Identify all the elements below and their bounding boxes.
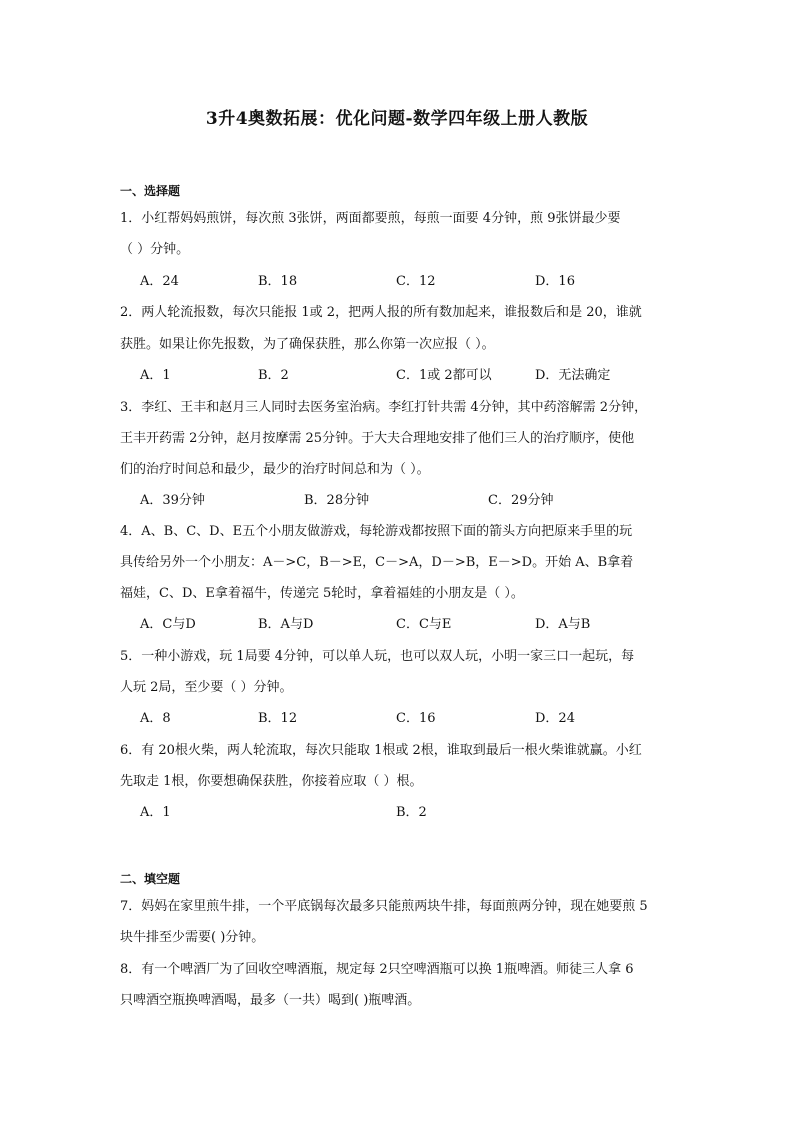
question-1-options bbox=[140, 270, 680, 288]
question-7-line-1: 7．妈妈在家里煎牛排，一个平底锅每次最多只能煎两块牛排，每面煎两分钟，现在她要煎 5 bbox=[120, 899, 648, 914]
page-title: 3升4奥数拓展：优化问题-数学四年级上册人教版 bbox=[205, 109, 589, 129]
question-3-line-3: 们的治疗时间总和最少，最少的治疗时间总和为（ ）。 bbox=[120, 462, 430, 477]
question-6-line-2: 先取走 1根，你要想确保获胜，你接着应取（ ）根。 bbox=[120, 774, 423, 789]
option-b: B．2 bbox=[396, 805, 427, 820]
option-a: A．39分钟 bbox=[140, 493, 205, 508]
option-b: B．12 bbox=[258, 711, 298, 726]
question-4-line-3: 福娃，C、D、E拿着福牛，传递完 5轮时，拿着福娃的小朋友是（ ）。 bbox=[120, 586, 524, 601]
option-c: C．29分钟 bbox=[488, 493, 554, 508]
option-b: B．A与D bbox=[258, 617, 314, 632]
option-b: B．28分钟 bbox=[304, 493, 370, 508]
section-heading-fill: 二、填空题 bbox=[120, 872, 181, 886]
question-4-options bbox=[140, 613, 680, 631]
question-6-line-1: 6．有 20根火柴，两人轮流取，每次只能取 1根或 2根，谁取到最后一根火柴谁就赢。小红 bbox=[120, 743, 642, 758]
question-1-line-2: （ ）分钟。 bbox=[120, 242, 190, 257]
option-a: A．C与D bbox=[140, 617, 196, 632]
option-c: C．12 bbox=[396, 274, 436, 289]
question-2-options bbox=[140, 364, 680, 382]
option-b: B．2 bbox=[258, 368, 289, 383]
option-a: A．1 bbox=[140, 368, 171, 383]
question-8-line-1: 8．有一个啤酒厂为了回收空啤酒瓶，规定每 2只空啤酒瓶可以换 1瓶啤酒。师徒三人拿 6 bbox=[120, 962, 634, 977]
question-4-line-1: 4．A、B、C、D、E五个小朋友做游戏，每轮游戏都按照下面的箭头方向把原来手里的玩 bbox=[120, 524, 633, 539]
option-b: B．18 bbox=[258, 274, 298, 289]
option-d: D．24 bbox=[535, 711, 575, 726]
question-4-line-2: 具传给另外一个小朋友：A－>C，B－>E，C－>A，D－>B，E－>D。开始 A、B拿着 bbox=[120, 555, 634, 570]
option-c: C．16 bbox=[396, 711, 436, 726]
option-d: D．A与B bbox=[535, 617, 591, 632]
section-heading-choice: 一、选择题 bbox=[120, 184, 181, 198]
option-a: A．1 bbox=[140, 805, 171, 820]
question-1-line-1: 1．小红帮妈妈煎饼，每次煎 3张饼，两面都要煎，每煎一面要 4分钟，煎 9张饼最少要 bbox=[120, 211, 621, 226]
question-3-line-1: 3．李红、王丰和赵月三人同时去医务室治病。李红打针共需 4分钟，其中药溶解需 2分钟， bbox=[120, 400, 648, 415]
question-5-line-2: 人玩 2局，至少要（ ）分钟。 bbox=[120, 680, 293, 695]
question-2-line-1: 2．两人轮流报数，每次只能报 1或 2，把两人报的所有数加起来，谁报数后和是 20，谁就 bbox=[120, 305, 642, 320]
option-a: A．24 bbox=[140, 274, 179, 289]
question-7-line-2: 块牛排至少需要( )分钟。 bbox=[120, 930, 265, 945]
question-3-line-2: 王丰开药需 2分钟，赵月按摩需 25分钟。于大夫合理地安排了他们三人的治疗顺序，使他 bbox=[120, 431, 635, 446]
option-d: D．无法确定 bbox=[535, 368, 611, 383]
question-6-options bbox=[140, 801, 680, 819]
question-5-line-1: 5．一种小游戏，玩 1局要 4分钟，可以单人玩，也可以双人玩，小明一家三口一起玩，每 bbox=[120, 649, 635, 664]
question-3-options bbox=[140, 489, 680, 507]
question-2-line-2: 获胜。如果让你先报数，为了确保获胜，那么你第一次应报（ ）。 bbox=[120, 337, 495, 352]
question-5-options bbox=[140, 707, 680, 725]
option-a: A．8 bbox=[140, 711, 171, 726]
question-8-line-2: 只啤酒空瓶换啤酒喝，最多（一共）喝到( )瓶啤酒。 bbox=[120, 993, 421, 1008]
option-d: D．16 bbox=[535, 274, 575, 289]
option-c: C．C与E bbox=[396, 617, 452, 632]
option-c: C．1或 2都可以 bbox=[396, 368, 492, 383]
